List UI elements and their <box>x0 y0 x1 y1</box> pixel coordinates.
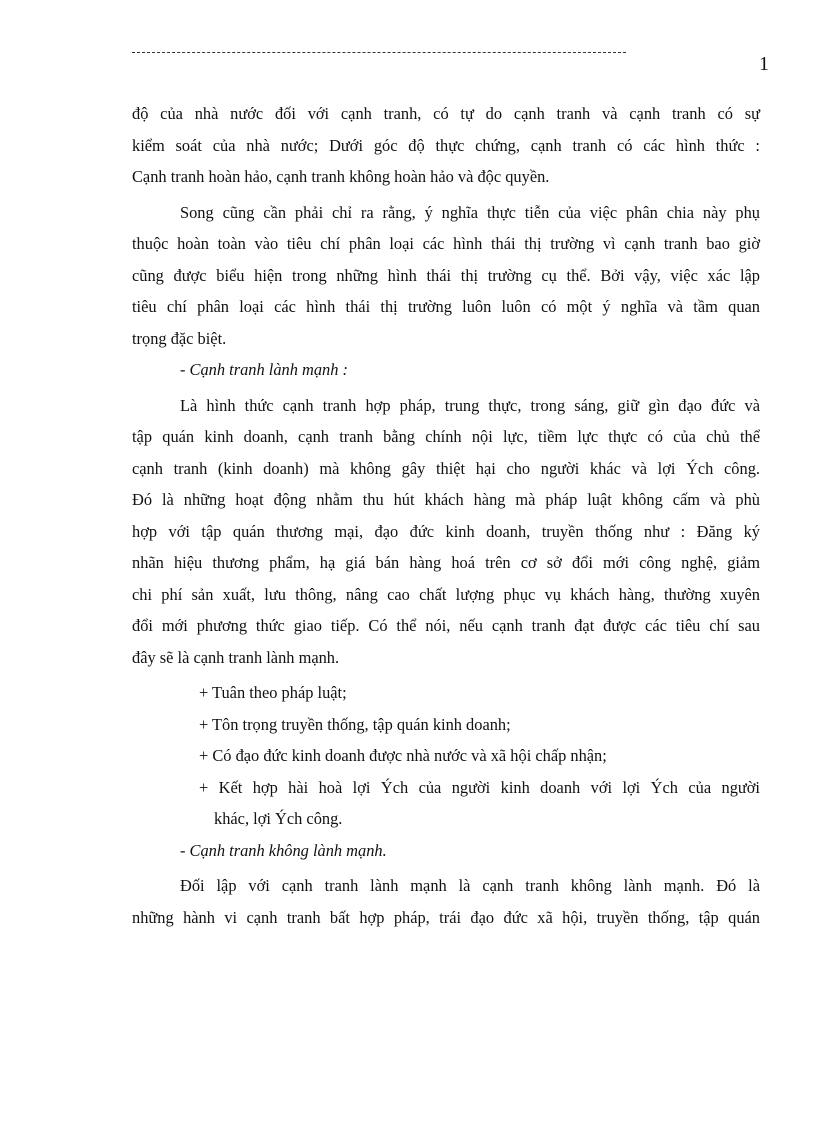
text-line: cạnh tranh (kinh doanh) mà không gây thiệt hại cho người khác và lợi Ých công. <box>132 458 760 478</box>
text-line: thuộc hoàn toàn vào tiêu chí phân loại các hình thái thị trường vì cạnh tranh bao giờ <box>132 234 760 253</box>
header-dashed-rule <box>132 52 626 53</box>
text-line: cũng được biểu hiện trong những hình thái thị trường cụ thể. Bởi vậy, việc xác lập <box>132 265 760 285</box>
paragraph-4 <box>132 870 760 933</box>
paragraph-3 <box>132 390 760 674</box>
list-item: + Tuân theo pháp luật; <box>199 683 347 702</box>
list-item-continuation: khác, lợi Ých công. <box>214 809 343 828</box>
text-line: độ của nhà nước đối với cạnh tranh, có tự do cạnh tranh và cạnh tranh có sự <box>132 104 760 123</box>
page-number: 1 <box>759 53 769 75</box>
section-heading-fair-competition: - Cạnh tranh lành mạnh : <box>180 360 349 379</box>
text-line: Cạnh tranh hoàn hảo, cạnh tranh không hoàn hảo và độc quyền. <box>132 167 550 186</box>
paragraph-1 <box>132 98 760 193</box>
text-line: tiêu chí phân loại các hình thái thị trường luôn luôn có một ý nghĩa và tầm quan <box>132 297 760 316</box>
text-line: Là hình thức cạnh tranh hợp pháp, trung thực, trong sáng, giữ gìn đạo đức và <box>180 395 760 415</box>
section-heading-unfair-competition: - Cạnh tranh không lành mạnh. <box>180 840 387 860</box>
text-line: tập quán kinh doanh, cạnh tranh bằng chính nội lực, tiềm lực thực có của chủ thể <box>132 427 760 446</box>
text-line: đây sẽ là cạnh tranh lành mạnh. <box>132 647 340 667</box>
text-line: hợp với tập quán thương mại, đạo đức kinh doanh, truyền thống như : Đăng ký <box>132 521 760 541</box>
text-line: Đối lập với cạnh tranh lành mạnh là cạnh tranh không lành mạnh. Đó là <box>180 876 760 895</box>
text-line: kiểm soát của nhà nước; Dưới góc độ thực chứng, cạnh tranh có các hình thức : <box>132 135 760 155</box>
criteria-list <box>132 677 760 835</box>
text-line: Song cũng cần phải chỉ ra rằng, ý nghĩa thực tiễn của việc phân chia này phụ <box>180 202 760 222</box>
text-line: trọng đặc biệt. <box>132 328 227 348</box>
text-line: đổi mới phương thức giao tiếp. Có thể nói, nếu cạnh tranh đạt được các tiêu chí sau <box>132 616 760 635</box>
list-item: + Có đạo đức kinh doanh được nhà nước và xã hội chấp nhận; <box>199 746 607 765</box>
text-line: những hành vi cạnh tranh bất hợp pháp, trái đạo đức xã hội, truyền thống, tập quán <box>132 907 760 927</box>
list-item: + Kết hợp hài hoà lợi Ých của người kinh doanh với lợi Ých của người <box>199 777 760 797</box>
text-line: Đó là những hoạt động nhằm thu hút khách hàng mà pháp luật không cấm và phù <box>132 490 760 509</box>
paragraph-2 <box>132 197 760 355</box>
list-item: + Tôn trọng truyền thống, tập quán kinh doanh; <box>199 714 511 734</box>
body-text <box>132 98 760 933</box>
text-line: chi phí sản xuất, lưu thông, nâng cao chất lượng phục vụ khách hàng, thường xuyên <box>132 584 760 604</box>
text-line: nhãn hiệu thương phẩm, hạ giá bán hàng hoá trên cơ sở đổi mới công nghệ, giảm <box>132 553 760 572</box>
